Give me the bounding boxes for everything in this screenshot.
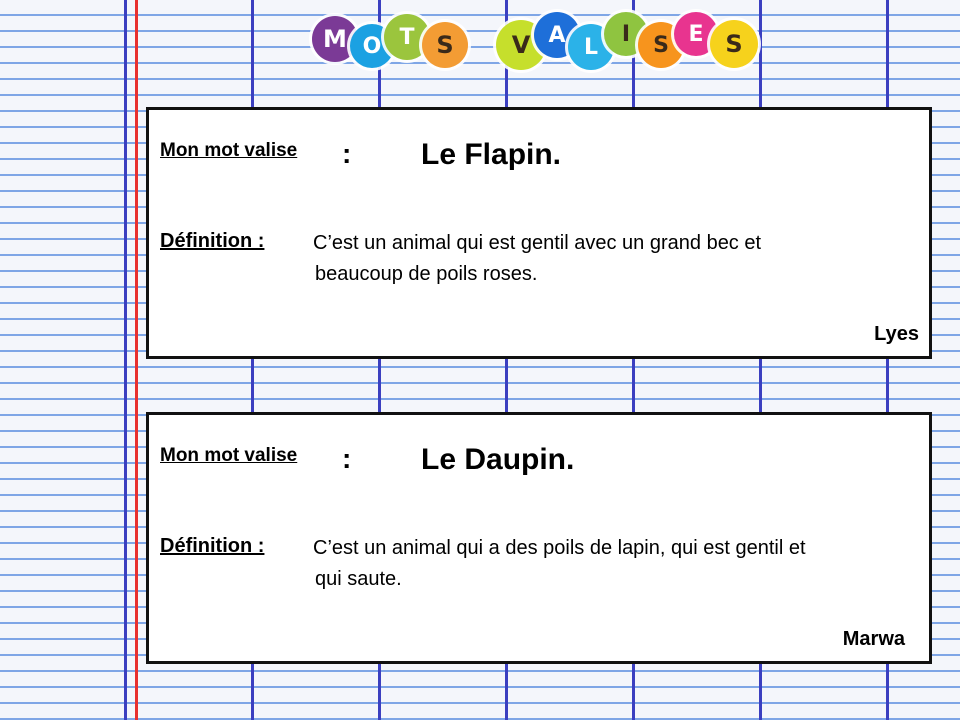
- logo-letter: O: [350, 24, 394, 68]
- logo-letter: T: [384, 14, 430, 60]
- word-colon: :: [342, 443, 352, 474]
- definition-label: Définition :: [160, 535, 265, 557]
- definition-row: [160, 535, 264, 558]
- definition-line-1: C’est un animal qui est gentil avec un grand bec et: [313, 232, 762, 254]
- word-row: [160, 138, 352, 169]
- invented-word: Le Flapin.: [421, 138, 562, 171]
- invented-word: Le Daupin.: [421, 443, 575, 476]
- mots-valises-logo: [312, 6, 772, 74]
- definition-text: [313, 533, 918, 595]
- definition-line-2: beaucoup de poils roses.: [315, 263, 538, 285]
- logo-letter: L: [568, 24, 614, 70]
- word-card-daupin: [146, 412, 932, 664]
- word-label: Mon mot valise: [160, 140, 298, 161]
- word-row: [160, 443, 352, 474]
- word-label: Mon mot valise: [160, 445, 298, 466]
- notebook-margin-line: [135, 0, 138, 720]
- definition-row: [160, 230, 264, 253]
- definition-text: [313, 228, 918, 290]
- logo-letter: S: [422, 22, 468, 68]
- logo-letter: A: [534, 12, 580, 58]
- definition-label: Définition :: [160, 230, 265, 252]
- logo-letter: E: [674, 12, 718, 56]
- definition-line-2: qui saute.: [315, 568, 402, 590]
- word-colon: :: [342, 138, 352, 169]
- logo-letter: I: [604, 12, 648, 56]
- logo-letter: M: [312, 16, 358, 62]
- definition-line-1: C’est un animal qui a des poils de lapin, qui est gentil et: [313, 537, 806, 559]
- author-name: Marwa: [842, 628, 905, 650]
- word-card-flapin: [146, 107, 932, 359]
- logo-letter: S: [638, 22, 684, 68]
- logo-letter: S: [710, 20, 758, 68]
- logo-letter: V: [496, 20, 546, 70]
- author-name: Lyes: [874, 323, 919, 345]
